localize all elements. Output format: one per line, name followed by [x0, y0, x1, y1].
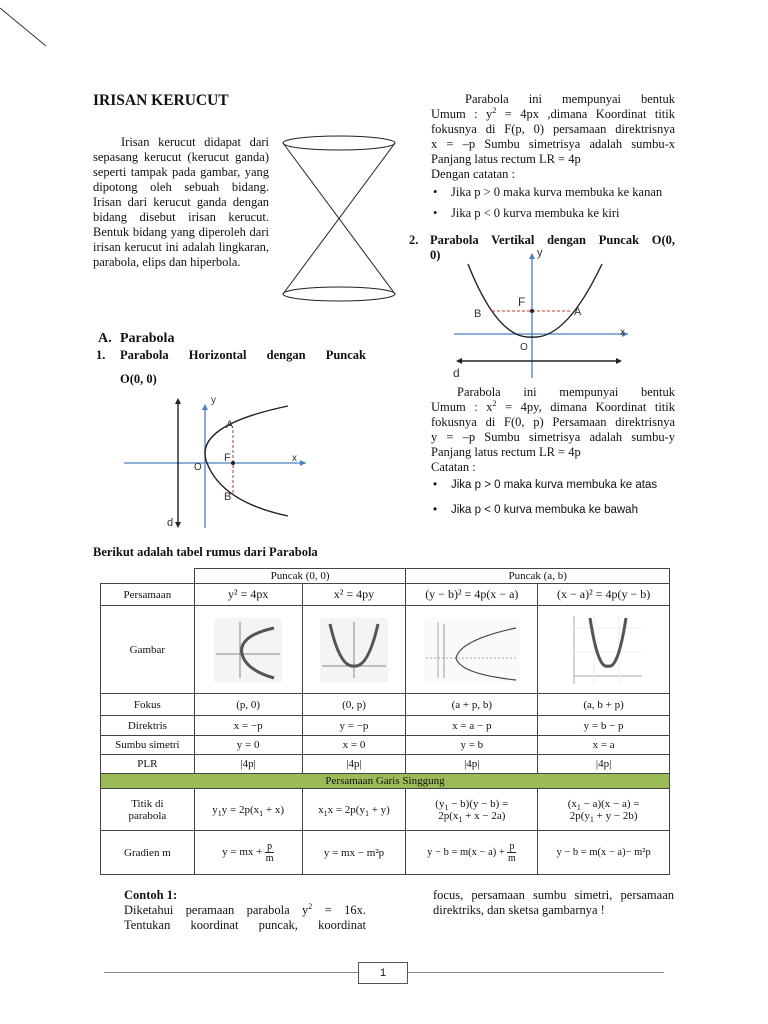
table-row — [101, 736, 670, 755]
cell: (0, p) — [302, 694, 406, 716]
v-desc-line6: Catatan : — [431, 460, 476, 474]
table-row — [101, 569, 670, 584]
header-puncak-ab: Puncak (a, b) — [406, 569, 670, 584]
row-label-fokus: Fokus — [101, 694, 195, 716]
table-row — [101, 774, 670, 789]
v-label-a: A — [574, 306, 582, 318]
v-label-x: x — [620, 327, 625, 338]
cell: |4p| — [302, 755, 406, 774]
cell: y = mx − m²p — [302, 831, 406, 875]
item2-number: 2. — [409, 233, 419, 247]
cell: $y_1y = 2p(x_1 + x)$ — [194, 789, 302, 831]
cell: $x_1x = 2p(y_1 + y)$ — [302, 789, 406, 831]
cell: y = b — [406, 736, 538, 755]
header-puncak-00: Puncak (0, 0) — [194, 569, 406, 584]
section-letter: A. — [98, 331, 112, 346]
section-title: Parabola — [120, 331, 175, 346]
table-row — [101, 755, 670, 774]
cell: x = a — [538, 736, 670, 755]
h-desc-line1: Parabola ini mempunyai bentuk — [465, 92, 675, 106]
h-desc-line3: fokusnya di F(p, 0) persamaan direktrisnya — [431, 122, 675, 136]
cell: (a, b + p) — [538, 694, 670, 716]
cell: x = a − p — [406, 716, 538, 736]
table-row — [101, 716, 670, 736]
intro-paragraph: Irisan kerucut didapat dari sepasang kerucut (kerucut ganda) seperti tampak pada gambar, yang dipotong oleh sebuah bidang. Irisan dari kerucut ganda dengan bidang disebut irisan kerucut. Bentuk bidang yang diperoleh dari irisan kerucut ini adalah lingkaran, parabola, elips dan hiperbola. — [93, 135, 269, 269]
v-desc-line4: y = –p Sumbu simetrisya adalah sumbu-y — [431, 430, 675, 444]
table-row — [101, 606, 670, 694]
h-label-d: d — [167, 517, 174, 529]
empty-cell — [101, 569, 195, 584]
cell — [302, 606, 406, 694]
double-cone-figure — [276, 134, 402, 306]
page-title: IRISAN KERUCUT — [93, 92, 229, 109]
h-desc-bullets — [431, 185, 675, 221]
v-desc-bullets — [431, 478, 675, 518]
cell: (x − a)² = 4p(y − b) — [538, 584, 670, 606]
v-label-y: y — [537, 247, 543, 259]
item1-number: 1. — [96, 348, 106, 362]
cell — [538, 606, 670, 694]
row-label-sumbu: Sumbu simetri — [101, 736, 195, 755]
row-label-gambar: Gambar — [101, 606, 195, 694]
list-item: • Jika p > 0 maka kurva membuka ke atas — [431, 478, 675, 493]
table-intro: Berikut adalah tabel rumus dari Parabola — [93, 545, 318, 559]
h-desc-line5: Panjang latus rectum LR = 4p — [431, 152, 581, 166]
v-desc-line2: Umum : $x^2 = 4py$, dimana Koordinat titik — [431, 398, 676, 414]
cell: $(y_1 - b)(y - b)$ = $2p(x_1 + x - 2a)$ — [406, 789, 538, 831]
cell: y − b = m(x − a) + $\frac{p}{m}$ — [406, 831, 538, 875]
graph-thumbnail — [320, 618, 388, 682]
example-title: Contoh 1: — [124, 888, 178, 902]
cell — [406, 606, 538, 694]
graph-thumbnail — [424, 618, 520, 682]
graph-thumbnail — [214, 618, 282, 682]
item2-title-cont: 0) — [430, 248, 441, 262]
cell: y = mx + $\frac{p}{m}$ — [194, 831, 302, 875]
cell: (y − b)² = 4p(x − a) — [406, 584, 538, 606]
vertical-description — [431, 385, 675, 524]
corner-line — [0, 0, 60, 60]
item1-title: Parabola Horizontal dengan Puncak — [120, 348, 366, 362]
item1-title-cont: O(0, 0) — [120, 372, 157, 386]
cell: $(x_1 - a)(x - a)$ = $2p(y_1 + y - 2b)$ — [538, 789, 670, 831]
cell: |4p| — [406, 755, 538, 774]
h-label-x: x — [292, 453, 297, 464]
graph-thumbnail — [564, 614, 644, 686]
cell: x = −p — [194, 716, 302, 736]
cell: x² = 4py — [302, 584, 406, 606]
cell: y − b = m(x − a)− m²p — [538, 831, 670, 875]
horizontal-description — [431, 92, 675, 227]
h-desc-line2: Umum : $y^2 = 4px$ ,dimana Koordinat titik — [431, 105, 675, 121]
table-row — [101, 584, 670, 606]
h-label-b: B — [224, 491, 232, 503]
cell: |4p| — [538, 755, 670, 774]
example-line2: Tentukan koordinat puncak, koordinat — [124, 918, 366, 932]
h-desc-line6: Dengan catatan : — [431, 167, 515, 181]
v-label-d: d — [453, 366, 460, 380]
cell: x = 0 — [302, 736, 406, 755]
h-label-a: A — [226, 419, 234, 431]
v-desc-line3: fokusnya di F(0, p) Persamaan direktrisnya — [431, 415, 675, 429]
h-label-o: O — [194, 462, 202, 473]
list-item: • Jika p > 0 maka kurva membuka ke kanan — [431, 185, 675, 200]
table-row — [101, 694, 670, 716]
v-label-f: F — [518, 295, 526, 309]
list-item: • Jika p < 0 kurva membuka ke kiri — [431, 206, 675, 221]
h-label-y: y — [211, 395, 216, 406]
cell: y² = 4px — [194, 584, 302, 606]
v-label-o: O — [520, 342, 528, 353]
row-label-plr: PLR — [101, 755, 195, 774]
vertical-parabola-figure — [452, 240, 632, 380]
row-label-direktris: Direktris — [101, 716, 195, 736]
cell: y = b − p — [538, 716, 670, 736]
cell: |4p| — [194, 755, 302, 774]
v-desc-line5: Panjang latus rectum LR = 4p — [431, 445, 581, 459]
example-right-text: focus, persamaan sumbu simetri, persamaan direktriks, dan sketsa gambarnya ! — [433, 888, 674, 917]
v-label-b: B — [474, 308, 482, 320]
garis-singgung-band: Persamaan Garis Singgung — [101, 774, 670, 789]
table-row — [101, 789, 670, 831]
horizontal-parabola-figure — [120, 390, 310, 532]
item2-title: Parabola Vertikal dengan Puncak O(0, — [430, 233, 675, 247]
example-line1: Diketahui peramaan parabola $y^2 = 16x$. — [124, 901, 366, 917]
cell: y = 0 — [194, 736, 302, 755]
v-desc-line1: Parabola ini mempunyai bentuk — [457, 385, 675, 399]
cell: (p, 0) — [194, 694, 302, 716]
row-label-gradien: Gradien m — [101, 831, 195, 875]
h-desc-line4: x = –p Sumbu simetrisya adalah sumbu-x — [431, 137, 675, 151]
formula-table — [100, 568, 670, 875]
row-label-titik: Titik di parabola — [101, 789, 195, 831]
cell: y = −p — [302, 716, 406, 736]
page-number: 1 — [358, 962, 408, 984]
table-row — [101, 831, 670, 875]
h-label-f: F — [224, 452, 231, 464]
list-item: • Jika p < 0 kurva membuka ke bawah — [431, 503, 675, 518]
row-label-persamaan: Persamaan — [101, 584, 195, 606]
cell: (a + p, b) — [406, 694, 538, 716]
cell — [194, 606, 302, 694]
